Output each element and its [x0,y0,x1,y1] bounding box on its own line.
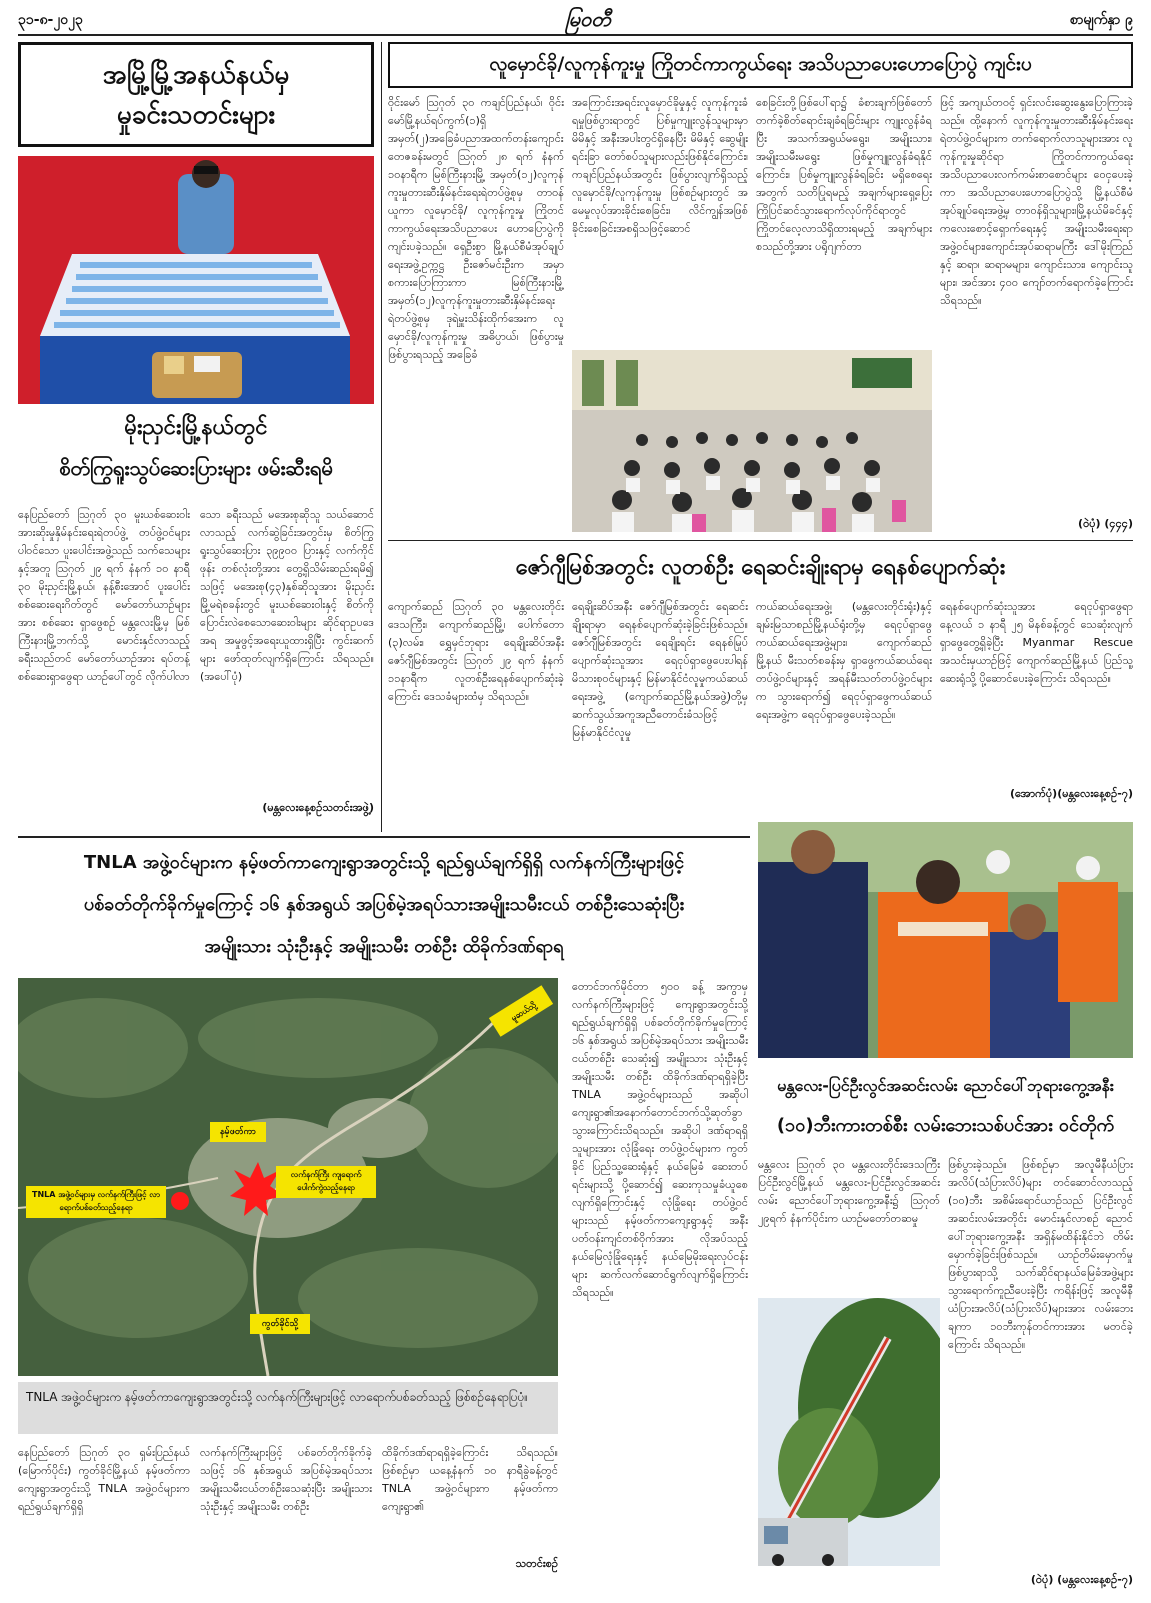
story-3-body-col-4: ရေနစ်ပျောက်ဆုံးသူအား ရေငုပ်ရှာဖွေရာ နေ့လယ် ၁ နာရီ ၂၅ မိနစ်ခန့်တွင် သေဆုံးလျက်ရှာဖွေတွေ့ရှိခဲ့ပြီး Myanmar Rescue အသင်းမှယာဉ်ဖြင့် ကျောက်ဆည်မြို့နယ် ပြည်သူ့ဆေးရုံသို့ ပို့ဆောင်ပေးခဲ့ကြောင်း သိရသည်။ [940,600,1133,685]
story-3-credit: (အောက်ပုံ)(မန္တလေးနေ့စဉ်-၇) [1009,787,1133,800]
story-4-headline-line-3: အမျိုးသား သုံးဦးနှင့် အမျိုးသမီး တစ်ဦး ထိခိုက်ဒဏ်ရာရ [204,936,564,957]
story-3-body-col-2: ရေချိုးဆိပ်အနီး ဇော်ဂျီမြစ်အတွင်း ရေဆင်းချိုးရာမှာ ရေနစ်ပျောက်ဆုံးခဲ့ခြင်းဖြစ်သည်။ ဇော်ဂျီမြစ်အတွင်း ရေချိုးရင်း ရေနစ်မြုပ်ပျောက်ဆုံးသူအား ရေငုပ်ရှာဖွေပေးပါရန် မိသားစုဝင်များနှင့် မြန်မာနိုင်ငံလူမှုကယ်ဆယ်ရေးအဖွဲ့ (ကျောက်ဆည်မြို့နယ်အဖွဲ့)တို့မှ ဆက်သွယ်အကူအညီတောင်းခံသဖြင့် မြန်မာနိုင်ငံလူမှု [572,600,748,739]
page-number: စာမျက်နှာ ၉ [1069,12,1133,28]
story-5-headline [758,1066,1133,1150]
section-title-line-2: မှုခင်းသတင်းများ [116,99,276,130]
story-4-right-col: တောင်ဘက်မိုင်တာ ၅၀၀ ခန့် အကွာမှ လက်နက်ကြီးများဖြင့် ကျေးရွာအတွင်းသို့ ရည်ရွယ်ချက်ရှိရှိ ပစ်ခတ်တိုက်ခိုက်မှုကြောင့် ၁၆ နှစ်အရွယ် အပြစ်မဲ့အရပ်သား အမျိုးသမီးငယ်တစ်ဦး သေဆုံး၍ အမျိုးသား သုံးဦးနှင့် အမျိုးသမီး တစ်ဦး ထိခိုက်ဒဏ်ရာရရှိခဲ့ပြီး TNLA အဖွဲ့ဝင်များသည် အဆိုပါ ကျေးရွာ၏အနောက်တောင်ဘက်သို့ဆုတ်ခွာသွားကြောင်းသိရသည်။ အဆိုပါ ဒဏ်ရာရရှိသူများအား လုံခြုံရေး တပ်ဖွဲ့ဝင်များက ကွတ်ခိုင် ပြည်သူ့ဆေးရုံနှင့် နယ်မြေခံ ဆေးတပ်ရင်းများသို့ ပို့ဆောင်၍ ဆေးကုသမှုခံယူစေလျက်ရှိကြောင်းနှင့် လုံခြုံရေး တပ်ဖွဲ့ဝင်များသည် နမ့်ဖတ်ကာကျေးရွာနှင့် အနီးပတ်ဝန်းကျင်တစ်ဝိုက်အား လိုအပ်သည့် နယ်မြေလုံခြုံရေးနှင့် နယ်မြေမိုးရေးလုပ်ငန်းများ ဆက်လက်ဆောင်ရွက်လျက်ရှိကြောင်း သိရသည်။ [572,980,748,1299]
story-2-headline-box [388,42,1133,88]
section-divider [388,540,1133,541]
story-4-headline-line-2: ပစ်ခတ်တိုက်ခိုက်မှုကြောင့် ၁၆ နှစ်အရွယ် အပြစ်မဲ့အရပ်သားအမျိုးသမီးငယ် တစ်ဦးသေဆုံးပြီး [83,894,685,915]
map-label-muse: မူဆယ်သို့ [509,1000,538,1023]
section-title-box [18,42,374,147]
column-divider [381,42,382,832]
map-label-impact-site: လက်နက်ကြီး ကျရောက် ပေါက်ကွဲသည့်နေရာ [290,1170,362,1192]
page-header [18,6,1133,36]
story-4-body-col-1: နေပြည်တော် သြဂုတ် ၃၀ ရှမ်းပြည်နယ် (မြောက်ပိုင်း) ကွတ်ခိုင်မြို့နယ် နမ့်ဖတ်ကာကျေးရွာအတွင်းသို့ TNLA အဖွဲ့ဝင်များက ရည်ရွယ်ချက်ရှိရှိ [18,1446,190,1513]
story-2-body-col-3: စေခြင်းတို့ဖြစ်ပေါ်ရာ၌ ခံစားချက်ဖြစ်တော်တက်ခဲ့စိတ်ရောင်းချခံရခြင်းများ ကျူးလွန်ခံရပြီး အသက်အရွယ်မရွေး၊ အမျိုးသား၊ အမျိုးသမီးမရွေး ဖြစ်မှုကျူးလွန်ခံရနိုင်ကြောင်း၊ ပြစ်မှုကျူးလွန်ခံရခြင်း မရှိစေရေးအတွက် သတိပြုရမည့် အချက်များရှေ့ပြေးကြိုပြင်ဆင်သွားရောက်လုပ်ကိုင်ရာတွင် ကြိုတင်လေ့လာသိရှိထားရမည့် အချက်များစသည်တို့အား ပရိုဂျက်တာ [756,96,932,253]
story-5-credit: (ဝဲပုံ) (မန္တလေးနေ့စဉ်-၇) [1030,1573,1133,1586]
story-3-body-col-1: ကျောက်ဆည် သြဂုတ် ၃၀ မန္တလေးတိုင်းဒေသကြီး၊ ကျောက်ဆည်မြို့၊ ပေါက်တော (၃)လမ်း၊ ရွှေမှင်ဘုရား ရေချိုးဆိပ်အနီး ဇော်ဂျီမြစ်အတွင်း သြဂုတ် ၂၉ ရက် နံနက် ၁၁နာရီက လူတစ်ဦးရေနစ်ပျောက်ဆုံးခဲ့ကြောင်း ဒေသခံများထံမှ သိရသည်။ [388,600,564,703]
story-2-body-col-4: ဖြင့် အကျယ်တဝင့် ရှင်းလင်းဆွေးနွေးပြောကြားခဲ့သည်။ ထို့နောက် လူကုန်ကူးမှုတားဆီးနှိမ်နင်းရေး ရဲတပ်ဖွဲ့ဝင်များက တက်ရောက်လာသူများအား လူကုန်ကူးမှုဆိုင်ရာ ကြိုတင်ကာကွယ်ရေး အသိပညာပေးလက်ကမ်းစာစောင်များ ဝေငှပေးခဲ့ကာ အသိပညာပေးဟောပြောပွဲသို့ မြို့နယ်စီမံအုပ်ချုပ်ရေးအဖွဲ့မှ တာဝန်ရှိသူများ၊မြို့နယ်မိခင်နှင့်ကလေးစောင့်ရှောက်ရေးနှင့် အမျိုးသမီးရေးရာအဖွဲ့ဝင်များ၊ကျောင်းအုပ်ဆရာမကြီး ဒေါ်မိုးကြည်နှင့် ဆရာ၊ ဆရာမများ၊ ကျောင်းသား၊ ကျောင်းသူများ၊ အင်အား ၄၀၀ ကျော်တက်ရောက်ခဲ့ကြောင်း သိရသည်။ [940,96,1133,307]
story-5-body-col-2: ဖြစ်ပွားခဲ့သည်။ ဖြစ်စဉ်မှာ အလူမီနီယံပြားအလိပ်(သံပြားလိပ်)များ တင်ဆောင်လာသည့် (၁၀)ဘီး အစိမ်းရောင်ယာဉ်သည် ပြင်ဦးလွင်အဆင်းလမ်းအတိုင်း မောင်းနှင်လာစဉ် ညောင်ပေါ်ဘုရားကွေ့အနီး အရှိန်မထိန်းနိုင်ဘဲ တိမ်းမှောက်ခဲ့ခြင်းဖြစ်သည်။ ယာဉ်တိမ်းမှောက်မှု ဖြစ်ပွားရာသို့ သက်ဆိုင်ရာနယ်မြေခံအဖွဲ့များ သွားရောက်ကူညီပေးခဲ့ပြီး ကရိန်းဖြင့် အလူမီနီယံပြားအလိပ်(သံပြားလိပ်)များအား လမ်းဘေးချကာ ၁၀ဘီးကုန်တင်ကားအား မတင်ခဲ့ကြောင်း သိရသည်။ [948,1158,1133,1351]
crane-truck-photo [758,1298,940,1566]
story-5-body-col-1: မန္တလေး သြဂုတ် ၃၀ မန္တလေးတိုင်းဒေသကြီး ပြင်ဦးလွင်မြို့နယ် မန္တလေး-ပြင်ဦးလွင်အဆင်းလမ်း ညောင်ပေါ်ဘုရားကွေ့အနီး၌ သြဂုတ် ၂၉ရက် နံနက်ပိုင်းက ယာဉ်မတော်တဆမှု [758,1158,940,1225]
story-2-credit: (ဝဲပုံ) (၄၄၄) [1078,517,1133,530]
map-caption: TNLA အဖွဲ့ဝင်များက နမ့်ဖတ်ကာကျေးရွာအတွင်းသို့ လက်နက်ကြီးများဖြင့် လာရောက်ပစ်ခတ်သည့် ဖြစ်စဉ်နေရာပြပုံ။ [18,1382,558,1434]
crane-truck-photo-svg [758,1298,940,1566]
issue-date: ၃၁-၈-၂၀၂၃ [18,12,83,28]
map-label-firing-position: TNLA အဖွဲ့ဝင်များမှ လက်နက်ကြီးဖြင့် လာရောက်ပစ်ခတ်သည့်နေရာ [31,1190,160,1212]
story-1-body-col-2: သော ခရီးသည် မအေးစုဆိုသူ သယ်ဆောင်လာသည့် လက်ဆွဲခြင်းအတွင်းမှ စိတ်ကြွရူးသွပ်ဆေးပြား ၃၉၉၀၀ ပြားနှင့် လက်ကိုင်ဖုန်း တစ်လုံးတို့အား တွေ့ရှိသိမ်းဆည်းရမိ၍ သဖြင့် မအေးစု(၄၃)နှစ်ဆိုသူအား မိုးညှင်းမြို့မရဲစခန်းတွင် မူးယစ်ဆေးဝါးနှင့် စိတ်ကိုပြောင်းလဲစေသောဆေးဝါးများ ဆိုင်ရာဥပဒေအရ အမှုဖွင့်အရေးယူထားရှိပြီး ကွင်းဆက်များ ဖော်ထုတ်လျက်ရှိကြောင်း သိရသည်။ (အပေါ်ပုံ) [200,508,374,683]
story-3-body-col-3: ကယ်ဆယ်ရေးအဖွဲ့၊ (မန္တလေးတိုင်းရုံး)နှင့် ချမ်းမြသာစည်မြို့နယ်ရုံးတို့မှ ရေငုပ်ရှာဖွေကယ်ဆယ်ရေးအဖွဲ့များ၊ ကျောက်ဆည်မြို့နယ် မီးသတ်စခန်းမှ ရှာဖွေကယ်ဆယ်ရေးတပ်ဖွဲ့ဝင်များနှင့် အရန်မီးသတ်တပ်ဖွဲ့ဝင်များက သွားရောက်၍ ရေငုပ်ရှာဖွေကယ်ဆယ်ရေးအဖွဲ့က ရေငုပ်ရှာဖွေပေးခဲ့သည်။ [756,600,932,721]
section-title-line-1: အမြို့မြို့အနယ်နယ်မှ [102,59,290,90]
drug-seizure-photo-svg [18,156,374,404]
story-5-headline-line-1: မန္တလေး-ပြင်ဦးလွင်အဆင်းလမ်း ညောင်ပေါ်ဘုရားကွေ့အနီး [777,1076,1114,1095]
drug-seizure-photo [18,156,374,404]
story-1-headline-line-2: စိတ်ကြွရူးသွပ်ဆေးပြားများ ဖမ်းဆီးရမိ [59,456,333,480]
story-4-headline [18,842,750,970]
story-4-body-col-2: လက်နက်ကြီးများဖြင့် ပစ်ခတ်တိုက်ခိုက်ခဲ့သဖြင့် ၁၆ နှစ်အရွယ် အပြစ်မဲ့အရပ်သား အမျိုးသမီးငယ်တစ်ဦးသေဆုံးပြီး အမျိုးသား သုံးဦးနှင့် အမျိုးသမီး တစ်ဦး [200,1446,372,1513]
story-5-headline-line-2: (၁၀)ဘီးကားတစ်စီး လမ်းဘေးသစ်ပင်အား ဝင်တိုက် [776,1115,1115,1136]
map-label-village: နမ့်ဖတ်ကာ [219,1127,257,1137]
story-2-body-col-1: ဝိုင်းမော် သြဂုတ် ၃၀ ကချင်ပြည်နယ်၊ ဝိုင်းမော်မြို့နယ်ရပ်ကွက်(၁)ရှိ အမှတ်(၂)အခြေခံပညာအထက်တန်းကျောင်း တေဇခန်းမတွင် သြဂုတ် ၂၈ ရက် နံနက် ၁၀နာရီက မြစ်ကြီးနားမြို့ အမှတ်(၁၂)လူကုန်ကူးမှုတားဆီးနှိမ်နင်းရေးရဲတပ်ဖွဲ့စုမှ တာဝန်ယူကာ လူမှောင်ခို/ လူကုန်ကူးမှု ကြိုတင်ကာကွယ်ရေးအသိပညာပေး ဟောပြောပွဲကို ကျင်းပခဲ့သည်။ ရှေဦးစွာ မြို့နယ်စီမံအုပ်ချုပ်ရေးအဖွဲ့ဥက္ကဋ္ဌ ဦးဇော်မင်းဦးက အမှာစကားပြောကြားကာ မြစ်ကြီးနားမြို့ အမှတ်(၁၂)လူကုန်ကူးမှုတားဆီးနှိမ်နင်းရေးရဲတပ်ဖွဲ့စုမှ ဒုရဲမှူးသိန်းထိုက်အေးက လူမှောင်ခို/လူကုန်ကူးမှု အဓိပ္ပာယ်၊ ဖြစ်ပွားမှုဖြစ်ပွားရသည့် အခြေခံ [388,96,564,361]
map-label-kutkai: ကွတ်ခိုင်သို့ [261,1319,299,1329]
story-4-headline-line-1: TNLA အဖွဲ့ဝင်များက နမ့်ဖတ်ကာကျေးရွာအတွင်းသို့ ရည်ရွယ်ချက်ရှိရှိ လက်နက်ကြီးများဖြင့် [83,852,685,873]
rescue-photo-svg [758,822,1133,1058]
story-2-body-col-2: အကြောင်းအရင်းလူမှောင်ခိုမှုနှင့် လူကုန်ကူးခံရမှုဖြစ်ပွားရာတွင် ပြစ်မှုကျူးလွန်သူများမှာ မိမိနှင့် အနီးအပါးတွင်ရှိနေပြီး မိမိနှင့် ဆွေမျိုးရင်းခြာ တော်စပ်သူများလည်းဖြစ်နိုင်ကြောင်း၊ ကချင်ပြည်နယ်အတွင်း ဖြစ်ပွားလျက်ရှိသည့် လူမှောင်ခို/လူကုန်ကူးမှု ဖြစ်စဉ်များတွင် အမေမှုလုပ်အားခိုင်းစေခြင်း၊ လိင်ကျွန်အဖြစ်ခိုင်းစေခြင်းအစရှိသဖြင့်ဆောင် [572,96,748,235]
story-3-headline: ဇော်ဂျီမြစ်အတွင်း လူတစ်ဦး ရေဆင်းချိုးရာမှ ရေနစ်ပျောက်ဆုံး [515,555,1006,580]
story-4-body-col-3: ထိခိုက်ဒဏ်ရာရရှိခဲ့ကြောင်း သိရသည်။ ဖြစ်စဉ်မှာ ယနေ့နံနက် ၁၀ နာရီခွဲခန့်တွင် TNLA အဖွဲ့ဝင်များက နမ့်ဖတ်ကာကျေးရွာ၏ [382,1446,558,1513]
story-1-body-col-1: နေပြည်တော် သြဂုတ် ၃၀ မူးယစ်ဆေးဝါးအားဆိုးမှုနှိမ်နင်းရေးရဲတပ်ဖွဲ့ တပ်ဖွဲ့ဝင်များ ပါဝင်သော ပူးပေါင်းအဖွဲ့သည် သက်သေများနှင့်အတူ သြဂုတ် ၂၉ ရက် နံနက် ၁၀ နာရီ ၃၀ မိုးညှင်းမြို့နယ်၊ နန့်စီးအောင် ပူးပေါင်းစစ်ဆေးရေးဂိတ်တွင် မော်တော်ယာဉ်များအား စစ်ဆေး ရှာဖွေစဉ် မန္တလေးမြို့မှ မြစ်ကြီးနားမြို့ဘက်သို့ မောင်းနှင်လာသည့် ခရီးသည်တင် မော်တော်ယာဉ်အား ရပ်တန့်စစ်ဆေးရှာဖွေရာ ယာဉ်ပေါ်တွင် လိုက်ပါလာ [18,508,190,683]
satellite-map [18,978,558,1376]
section-divider [18,836,750,838]
story-1-credit: (မန္တလေးနေ့စဉ်သတင်းအဖွဲ့) [262,801,374,814]
story-4-credit: သတင်းစဉ် [515,1557,558,1570]
story-1-headline [18,408,374,496]
seminar-photo-svg [572,350,932,532]
story-1-headline-line-1: မိုးညှင်းမြို့နယ်တွင် [124,415,268,440]
rescue-photo [758,822,1133,1058]
story-2-headline: လူမှောင်ခို/လူကုန်ကူးမှု ကြိုတင်ကာကွယ်ရေး အသိပညာပေးဟောပြောပွဲ ကျင်းပ [489,53,1032,76]
seminar-photo [572,350,932,532]
newspaper-logo: မြဝတီ [565,7,611,31]
